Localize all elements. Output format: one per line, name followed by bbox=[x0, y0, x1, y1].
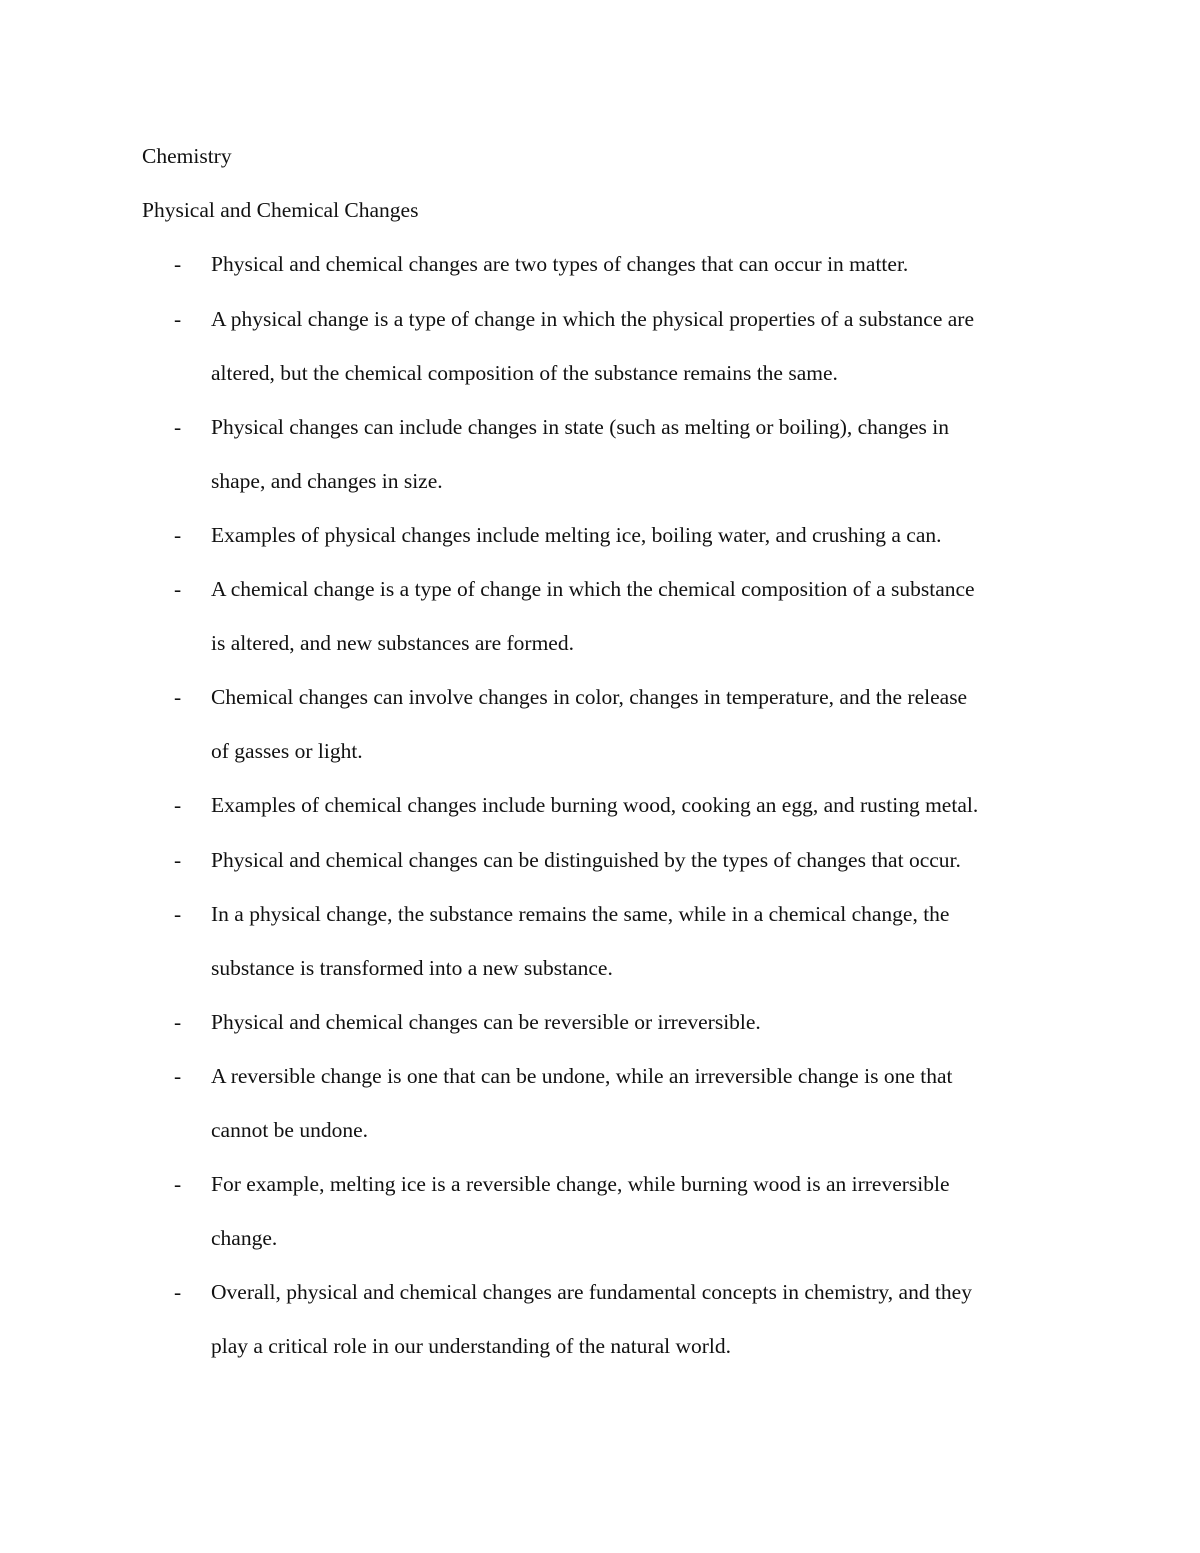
list-item-line: A reversible change is one that can be undone, while an irreversible change is one that bbox=[211, 1064, 953, 1088]
bullet-dash: - bbox=[174, 415, 182, 439]
list-item-line: Overall, physical and chemical changes are fundamental concepts in chemistry, and they bbox=[211, 1280, 972, 1304]
list-item-line: of gasses or light. bbox=[211, 739, 363, 763]
list-item-line: Physical and chemical changes can be reversible or irreversible. bbox=[211, 1010, 761, 1034]
bullet-dash: - bbox=[174, 1064, 182, 1088]
bullet-dash: - bbox=[174, 523, 182, 547]
list-item-line: Examples of chemical changes include burning wood, cooking an egg, and rusting metal. bbox=[211, 793, 979, 817]
list-item-line: Physical and chemical changes are two types of changes that can occur in matter. bbox=[211, 252, 909, 276]
bullet-dash: - bbox=[174, 577, 182, 601]
bullet-dash: - bbox=[174, 848, 182, 872]
bullet-dash: - bbox=[174, 1172, 182, 1196]
list-item-line: Physical and chemical changes can be distinguished by the types of changes that occur. bbox=[211, 848, 961, 872]
list-item-line: altered, but the chemical composition of the substance remains the same. bbox=[211, 361, 838, 385]
list-item-line: A chemical change is a type of change in which the chemical composition of a substance bbox=[211, 577, 975, 601]
list-item-line: shape, and changes in size. bbox=[211, 469, 443, 493]
bullet-dash: - bbox=[174, 252, 182, 276]
list-item-line: play a critical role in our understanding of the natural world. bbox=[211, 1334, 732, 1358]
list-item-line: In a physical change, the substance remains the same, while in a chemical change, the bbox=[211, 902, 950, 926]
list-item-line: cannot be undone. bbox=[211, 1118, 369, 1142]
list-item-line: For example, melting ice is a reversible change, while burning wood is an irreversible bbox=[211, 1172, 950, 1196]
page-title: Physical and Chemical Changes bbox=[142, 198, 419, 222]
list-item-line: Examples of physical changes include melting ice, boiling water, and crushing a can. bbox=[211, 523, 942, 547]
list-item-line: is altered, and new substances are formed. bbox=[211, 631, 574, 655]
bullet-dash: - bbox=[174, 685, 182, 709]
bullet-dash: - bbox=[174, 1280, 182, 1304]
bullet-dash: - bbox=[174, 1010, 182, 1034]
list-item-line: substance is transformed into a new substance. bbox=[211, 956, 613, 980]
course-heading: Chemistry bbox=[142, 144, 232, 168]
list-item-line: Physical changes can include changes in state (such as melting or boiling), changes in bbox=[211, 415, 949, 439]
list-item-line: change. bbox=[211, 1226, 278, 1250]
bullet-dash: - bbox=[174, 307, 182, 331]
list-item-line: A physical change is a type of change in which the physical properties of a substance are bbox=[211, 307, 974, 331]
list-item-line: Chemical changes can involve changes in color, changes in temperature, and the release bbox=[211, 685, 968, 709]
bullet-dash: - bbox=[174, 902, 182, 926]
bullet-dash: - bbox=[174, 793, 182, 817]
